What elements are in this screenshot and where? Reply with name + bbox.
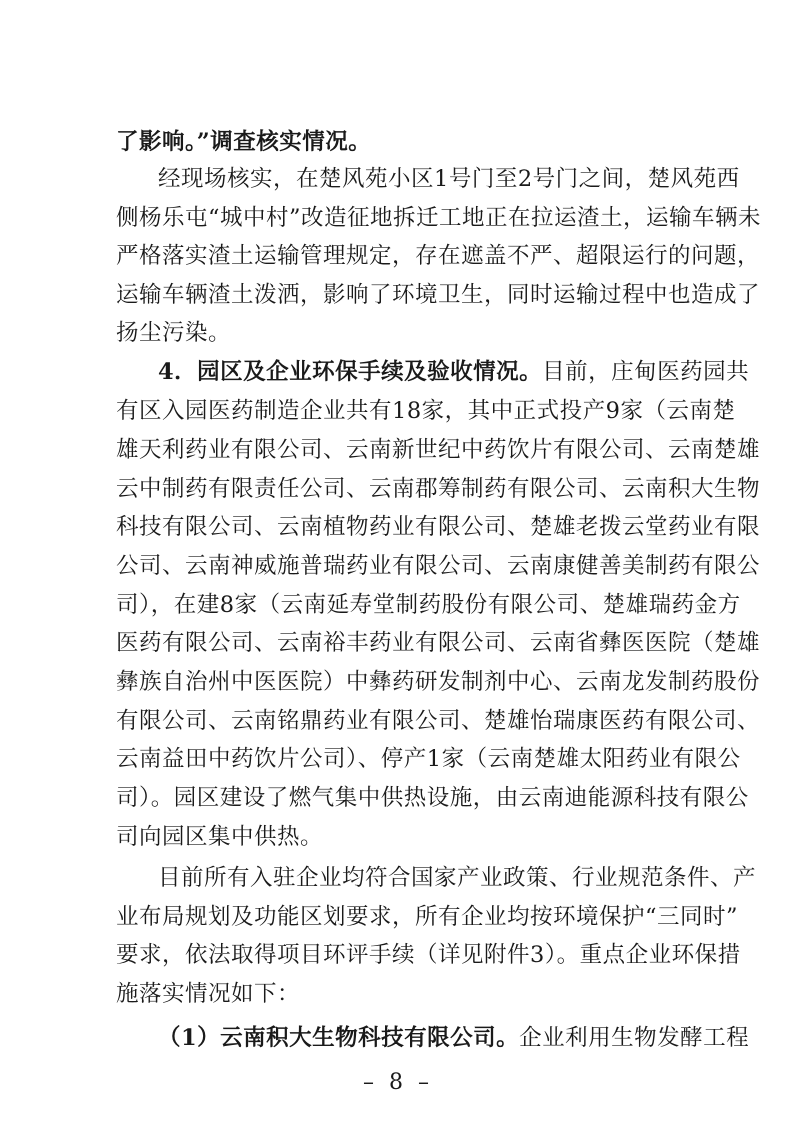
- bold-text-segment: （1）云南积大生物科技有限公司。: [158, 1025, 520, 1051]
- text-segment: 有限公司、云南铭鼎药业有限公司、楚雄怡瑞康医药有限公司、: [116, 708, 761, 734]
- text-line: [116, 470, 761, 508]
- text-line: [116, 898, 739, 936]
- text-segment: 医药有限公司、云南裕丰药业有限公司、云南省彝医医院（楚雄: [116, 630, 761, 656]
- text-line: [158, 1019, 750, 1057]
- text-line: [116, 975, 701, 1013]
- text-segment: 科技有限公司、云南植物药业有限公司、楚雄老拨云堂药业有限: [116, 514, 761, 540]
- text-line: [116, 547, 761, 585]
- text-line: [158, 353, 750, 391]
- text-line: [116, 431, 761, 469]
- text-line: [116, 508, 761, 546]
- text-line: [116, 663, 761, 701]
- text-segment: 运输车辆渣土泼洒，影响了环境卫生，同时运输过程中也造成了: [116, 282, 761, 308]
- text-line: [116, 740, 741, 778]
- bold-text-segment: 了影响。”调查核实情况。: [116, 129, 372, 155]
- text-line: [116, 702, 761, 740]
- text-segment: 云中制药有限责任公司、云南郡筹制药有限公司、云南积大生物: [116, 476, 761, 502]
- text-segment: 雄天利药业有限公司、云南新世纪中药饮片有限公司、云南楚雄: [116, 437, 761, 463]
- text-segment: 经现场核实，在楚风苑小区1号门至2号门之间，楚风苑西: [158, 166, 740, 192]
- text-line: [116, 818, 701, 856]
- text-line: [116, 123, 701, 161]
- text-line: [116, 624, 761, 662]
- text-segment: 侧杨乐屯“城中村”改造征地拆迁工地正在拉运渣土，运输车辆未: [116, 205, 762, 231]
- page-number: [0, 1068, 794, 1098]
- text-line: [116, 779, 749, 817]
- text-line: [116, 586, 741, 624]
- text-segment: 有区入园医药制造企业共有18家，其中正式投产9家（云南楚: [116, 398, 736, 424]
- text-line: [116, 936, 741, 974]
- text-segment: 司）。园区建设了燃气集中供热设施，由云南迪能源科技有限公: [116, 785, 749, 811]
- text-segment: 云南益田中药饮片公司）、停产1家（云南楚雄太阳药业有限公: [116, 746, 741, 772]
- text-segment: 目前，庄甸医药园共: [542, 359, 750, 385]
- text-segment: 公司、云南神威施普瑞药业有限公司、云南康健善美制药有限公: [116, 553, 761, 579]
- text-segment: 业布局规划及功能区划要求，所有企业均按环境保护“三同时”: [116, 904, 739, 930]
- page-number-dash-right: –: [418, 1070, 431, 1095]
- text-line: [116, 276, 761, 314]
- text-segment: 严格落实渣土运输管理规定，存在遮盖不严、超限运行的问题，: [116, 243, 761, 269]
- text-line: [116, 199, 762, 237]
- text-line: [116, 314, 701, 352]
- text-segment: 要求，依法取得项目环评手续（详见附件3）。重点企业环保措: [116, 942, 741, 968]
- text-line: [116, 392, 736, 430]
- text-line: [158, 859, 757, 897]
- text-line: [116, 237, 761, 275]
- page-number-value: 8: [389, 1070, 405, 1095]
- text-line: [158, 160, 740, 198]
- text-segment: 彝族自治州中医医院）中彝药研发制剂中心、云南龙发制药股份: [116, 669, 761, 695]
- bold-text-segment: 4．园区及企业环保手续及验收情况。: [158, 359, 543, 385]
- text-segment: 扬尘污染。: [116, 320, 232, 346]
- page-number-dash-left: –: [363, 1070, 376, 1095]
- text-segment: 施落实情况如下：: [116, 981, 301, 1007]
- text-segment: 企业利用生物发酵工程: [519, 1025, 750, 1051]
- text-segment: 目前所有入驻企业均符合国家产业政策、行业规范条件、产: [158, 865, 757, 891]
- text-segment: 司），在建8家（云南延寿堂制药股份有限公司、楚雄瑞药金方: [116, 592, 741, 618]
- text-segment: 司向园区集中供热。: [116, 824, 324, 850]
